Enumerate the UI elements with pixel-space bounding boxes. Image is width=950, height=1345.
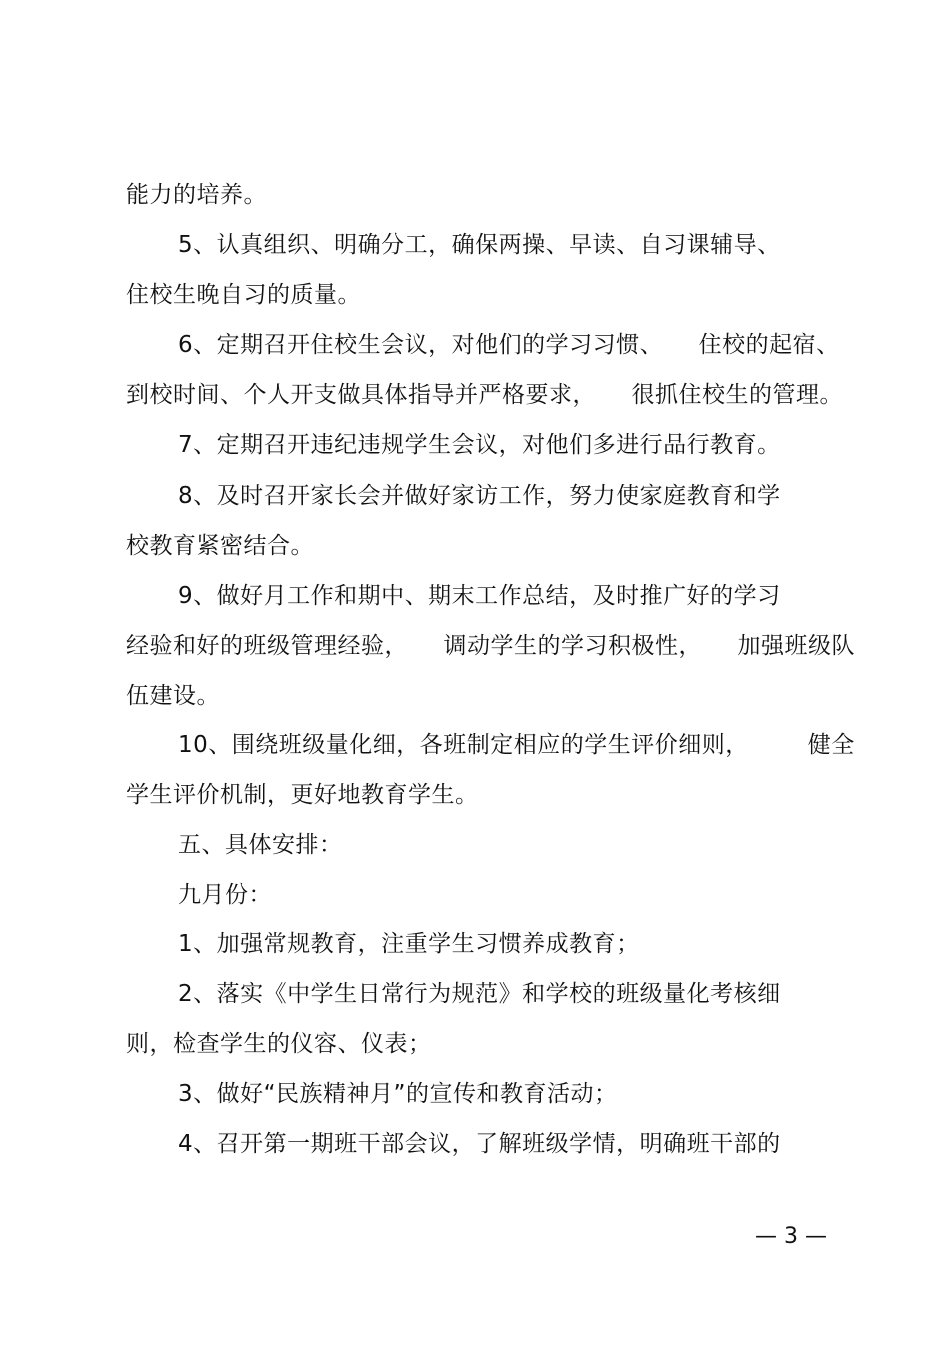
text-line: 住校生晚自习的质量。 xyxy=(126,282,361,308)
text-line: 6、定期召开住校生会议，对他们的学习习惯、 住校的起宿、 xyxy=(178,332,840,358)
text-line: 伍建设。 xyxy=(126,683,220,709)
text-line: 4、召开第一期班干部会议，了解班级学情，明确班干部的 xyxy=(178,1131,781,1157)
text-line: 学生评价机制，更好地教育学生。 xyxy=(126,782,479,808)
text-line: 5、认真组织、明确分工，确保两操、早读、自习课辅导、 xyxy=(178,232,781,258)
text-line: 经验和好的班级管理经验， 调动学生的学习积极性， 加强班级队 xyxy=(126,633,855,659)
text-line: 2、落实《中学生日常行为规范》和学校的班级量化考核细 xyxy=(178,981,781,1007)
page-number: — 3 — xyxy=(755,1224,827,1249)
text-line: 校教育紧密结合。 xyxy=(126,533,314,559)
text-line: 7、定期召开违纪违规学生会议，对他们多进行品行教育。 xyxy=(178,432,781,458)
section-heading: 五、具体安排： xyxy=(178,832,343,858)
text-line: 1、加强常规教育，注重学生习惯养成教育； xyxy=(178,931,640,957)
text-line: 则，检查学生的仪容、仪表； xyxy=(126,1031,432,1057)
text-line: 到校时间、个人开支做具体指导并严格要求， 很抓住校生的管理。 xyxy=(126,382,843,408)
text-line: 8、及时召开家长会并做好家访工作，努力使家庭教育和学 xyxy=(178,483,781,509)
text-line: 9、做好月工作和期中、期末工作总结，及时推广好的学习 xyxy=(178,583,781,609)
text-line: 10、围绕班级量化细，各班制定相应的学生评价细则， 健全 xyxy=(178,732,855,758)
subsection-heading: 九月份： xyxy=(178,882,272,908)
text-line: 能力的培养。 xyxy=(126,182,267,208)
text-line: 3、做好“民族精神月”的宣传和教育活动； xyxy=(178,1081,618,1107)
